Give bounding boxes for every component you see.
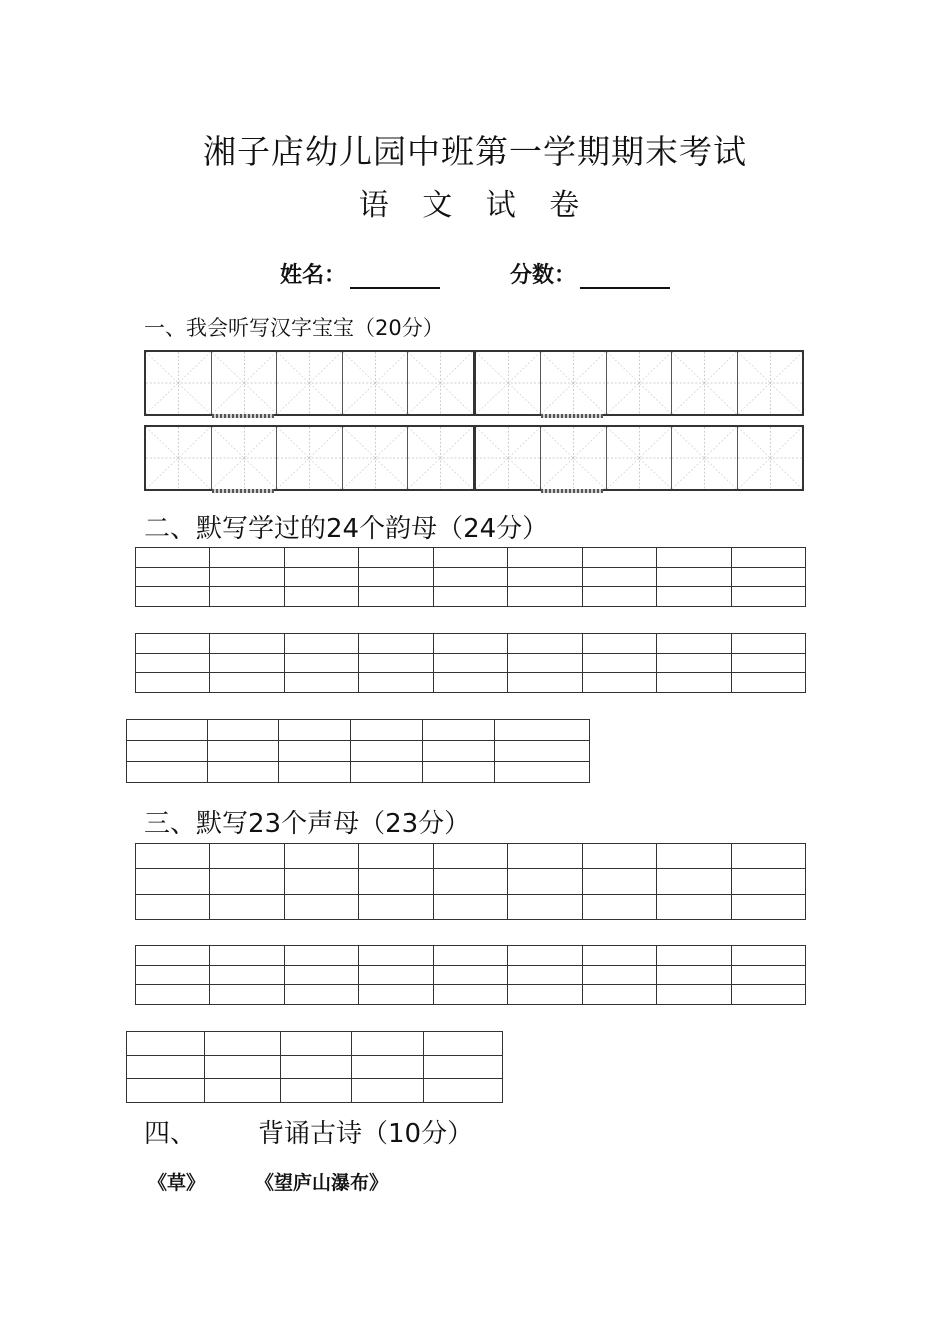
table-row [136,587,806,607]
answer-cell[interactable] [657,946,731,966]
answer-cell[interactable] [657,965,731,985]
answer-cell[interactable] [284,634,358,654]
answer-cell[interactable] [352,1079,424,1103]
answer-cell[interactable] [205,1055,281,1079]
answer-cell[interactable] [208,720,279,741]
answer-cell[interactable] [582,653,656,673]
cell-footer-mark [212,489,274,493]
answer-cell[interactable] [284,946,358,966]
answer-cell[interactable] [508,946,582,966]
answer-cell[interactable] [136,673,210,693]
table-row [136,869,806,894]
answer-cell[interactable] [136,587,210,607]
answer-cell[interactable] [136,634,210,654]
answer-cell[interactable] [136,567,210,587]
answer-cell[interactable] [433,673,507,693]
answer-cell[interactable] [359,653,433,673]
answer-cell[interactable] [136,965,210,985]
answer-cell[interactable] [284,985,358,1005]
answer-cell[interactable] [731,634,806,654]
answer-cell[interactable] [731,869,806,894]
answer-cell[interactable] [508,548,582,568]
finals-table-2 [135,633,806,693]
answer-cell[interactable] [281,1079,352,1103]
answer-cell[interactable] [359,567,433,587]
answer-cell[interactable] [508,653,582,673]
writing-cell[interactable] [212,427,278,489]
answer-cell[interactable] [210,673,284,693]
answer-cell[interactable] [284,844,358,869]
answer-cell[interactable] [284,587,358,607]
answer-cell[interactable] [433,894,507,919]
initials-table-2 [135,945,806,1005]
answer-cell[interactable] [731,965,806,985]
answer-cell[interactable] [657,673,731,693]
writing-cell[interactable] [476,427,542,489]
section-4-title: 背诵古诗（10分） [258,1119,474,1149]
answer-cell[interactable] [210,844,284,869]
answer-cell[interactable] [582,844,656,869]
name-label: 姓名： [280,263,347,288]
answer-cell[interactable] [731,567,806,587]
answer-cell[interactable] [208,741,279,762]
answer-cell[interactable] [731,673,806,693]
answer-cell[interactable] [210,587,284,607]
answer-cell[interactable] [423,720,495,741]
answer-cell[interactable] [582,634,656,654]
answer-cell[interactable] [284,567,358,587]
cell-footer-mark [541,489,603,493]
answer-cell[interactable] [136,894,210,919]
answer-cell[interactable] [208,762,279,783]
answer-cell[interactable] [582,587,656,607]
finals-table-3 [126,719,590,783]
answer-cell[interactable] [359,634,433,654]
answer-cell[interactable] [210,965,284,985]
answer-cell[interactable] [136,985,210,1005]
answer-cell[interactable] [657,587,731,607]
writing-grid-row-2 [144,425,804,491]
answer-cell[interactable] [433,587,507,607]
answer-cell[interactable] [210,946,284,966]
answer-cell[interactable] [582,673,656,693]
answer-cell[interactable] [359,673,433,693]
table-row [136,844,806,869]
answer-cell[interactable] [127,741,208,762]
table-row [136,946,806,966]
section-4-number: 四、 [144,1119,197,1149]
answer-cell[interactable] [495,741,590,762]
answer-cell[interactable] [433,946,507,966]
initials-table-1 [135,843,806,920]
answer-cell[interactable] [657,894,731,919]
writing-cell[interactable] [212,352,278,414]
answer-cell[interactable] [359,548,433,568]
answer-cell[interactable] [351,762,423,783]
answer-cell[interactable] [582,869,656,894]
table-row [136,985,806,1005]
answer-cell[interactable] [205,1032,281,1056]
answer-cell[interactable] [582,965,656,985]
answer-cell[interactable] [284,894,358,919]
cell-footer-mark [212,414,274,418]
answer-cell[interactable] [424,1055,503,1079]
writing-cell[interactable] [408,352,476,414]
exam-subtitle: 语 文 试 卷 [358,188,592,223]
answer-cell[interactable] [359,985,433,1005]
answer-cell[interactable] [351,720,423,741]
answer-cell[interactable] [136,844,210,869]
answer-cell[interactable] [731,587,806,607]
answer-cell[interactable] [731,548,806,568]
answer-cell[interactable] [731,894,806,919]
answer-cell[interactable] [731,985,806,1005]
answer-cell[interactable] [281,1055,352,1079]
writing-cell[interactable] [343,352,409,414]
table-row [136,548,806,568]
table-row [136,653,806,673]
answer-cell[interactable] [210,548,284,568]
answer-cell[interactable] [279,741,351,762]
table-row [127,741,590,762]
answer-cell[interactable] [210,869,284,894]
answer-cell[interactable] [284,869,358,894]
answer-cell[interactable] [284,673,358,693]
table-row [136,894,806,919]
writing-cell[interactable] [277,352,343,414]
answer-cell[interactable] [423,762,495,783]
answer-cell[interactable] [210,985,284,1005]
answer-cell[interactable] [582,548,656,568]
answer-cell[interactable] [127,1079,205,1103]
answer-cell[interactable] [284,548,358,568]
answer-cell[interactable] [279,720,351,741]
answer-cell[interactable] [582,946,656,966]
answer-cell[interactable] [582,894,656,919]
answer-cell[interactable] [127,762,208,783]
answer-cell[interactable] [127,1032,205,1056]
table-row [136,965,806,985]
answer-cell[interactable] [508,587,582,607]
answer-cell[interactable] [136,869,210,894]
answer-cell[interactable] [433,653,507,673]
answer-cell[interactable] [582,985,656,1005]
answer-cell[interactable] [127,720,208,741]
answer-cell[interactable] [359,844,433,869]
answer-cell[interactable] [284,965,358,985]
writing-cell[interactable] [146,352,212,414]
score-field [510,258,670,289]
answer-cell[interactable] [657,634,731,654]
answer-cell[interactable] [657,548,731,568]
answer-cell[interactable] [508,894,582,919]
answer-cell[interactable] [359,587,433,607]
writing-cell[interactable] [146,427,212,489]
answer-cell[interactable] [433,985,507,1005]
writing-cell[interactable] [738,427,803,489]
name-field [280,258,440,289]
section-3-title: 三、默写23个声母（23分） [144,809,471,839]
answer-cell[interactable] [423,741,495,762]
answer-cell[interactable] [657,869,731,894]
answer-cell[interactable] [359,946,433,966]
table-row [136,634,806,654]
writing-cell[interactable] [476,352,542,414]
writing-cell[interactable] [541,427,607,489]
answer-cell[interactable] [136,946,210,966]
poem-title-lushan: 《望庐山瀑布》 [255,1172,389,1194]
table-row [127,1055,503,1079]
table-row [127,1079,503,1103]
table-row [127,720,590,741]
answer-cell[interactable] [657,567,731,587]
table-row [136,567,806,587]
score-blank[interactable] [580,265,670,289]
answer-cell[interactable] [495,762,590,783]
answer-cell[interactable] [508,844,582,869]
writing-cell[interactable] [607,352,673,414]
answer-cell[interactable] [210,634,284,654]
section-2-title: 二、默写学过的24个韵母（24分） [144,514,549,544]
writing-cell[interactable] [541,352,607,414]
answer-cell[interactable] [281,1032,352,1056]
answer-cell[interactable] [279,762,351,783]
answer-cell[interactable] [508,634,582,654]
answer-cell[interactable] [495,720,590,741]
answer-cell[interactable] [359,965,433,985]
answer-cell[interactable] [351,741,423,762]
answer-cell[interactable] [433,844,507,869]
writing-cell[interactable] [277,427,343,489]
answer-cell[interactable] [657,844,731,869]
answer-cell[interactable] [433,965,507,985]
writing-cell[interactable] [408,427,476,489]
writing-cell[interactable] [672,427,738,489]
answer-cell[interactable] [508,985,582,1005]
answer-cell[interactable] [731,844,806,869]
writing-grid-row-1 [144,350,804,416]
answer-cell[interactable] [657,985,731,1005]
answer-cell[interactable] [582,567,656,587]
answer-cell[interactable] [433,634,507,654]
answer-cell[interactable] [284,653,358,673]
answer-cell[interactable] [127,1055,205,1079]
answer-cell[interactable] [352,1055,424,1079]
answer-cell[interactable] [205,1079,281,1103]
answer-cell[interactable] [136,653,210,673]
answer-cell[interactable] [433,567,507,587]
answer-cell[interactable] [352,1032,424,1056]
poem-title-cao: 《草》 [148,1172,206,1194]
answer-cell[interactable] [731,653,806,673]
answer-cell[interactable] [359,894,433,919]
table-row [136,673,806,693]
answer-cell[interactable] [508,869,582,894]
answer-cell[interactable] [508,965,582,985]
answer-cell[interactable] [424,1079,503,1103]
answer-cell[interactable] [731,946,806,966]
answer-cell[interactable] [508,567,582,587]
answer-cell[interactable] [657,653,731,673]
name-blank[interactable] [350,265,440,289]
section-1-title: 一、我会听写汉字宝宝（20分） [144,316,444,340]
writing-cell[interactable] [607,427,673,489]
answer-cell[interactable] [210,653,284,673]
answer-cell[interactable] [508,673,582,693]
score-label: 分数： [510,263,577,288]
writing-cell[interactable] [738,352,803,414]
writing-cell[interactable] [343,427,409,489]
answer-cell[interactable] [136,548,210,568]
answer-cell[interactable] [433,548,507,568]
cell-footer-mark [541,414,603,418]
answer-cell[interactable] [424,1032,503,1056]
answer-cell[interactable] [433,869,507,894]
table-row [127,1032,503,1056]
answer-cell[interactable] [359,869,433,894]
table-row [127,762,590,783]
initials-table-3 [126,1031,503,1103]
answer-cell[interactable] [210,567,284,587]
answer-cell[interactable] [210,894,284,919]
finals-table-1 [135,547,806,607]
writing-cell[interactable] [672,352,738,414]
exam-title: 湘子店幼儿园中班第一学期期末考试 [203,132,747,171]
